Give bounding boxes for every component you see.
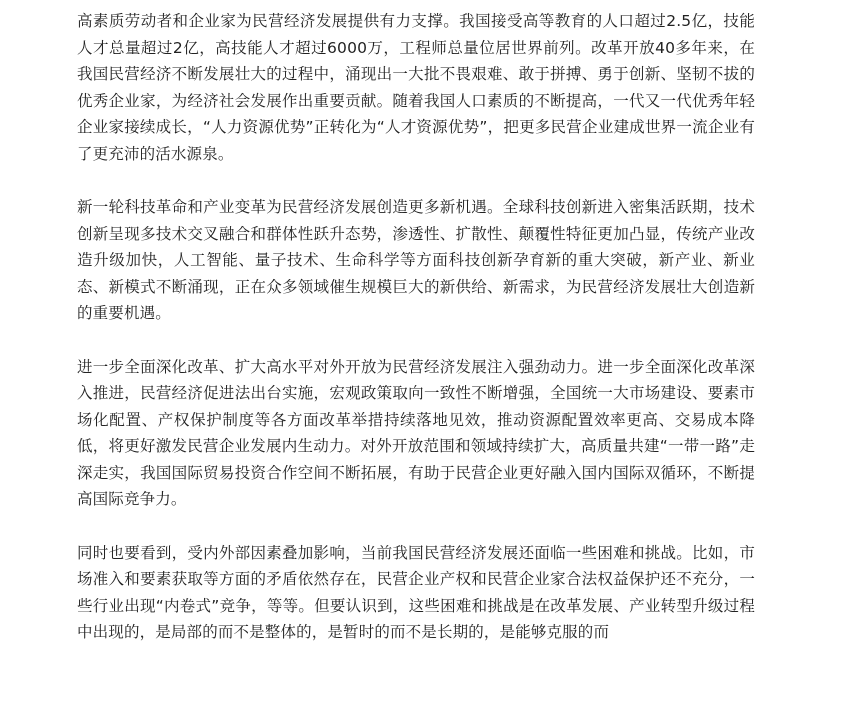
paragraph-reform: 进一步全面深化改革、扩大高水平对外开放为民营经济发展注入强劲动力。进一步全面深化改革深入推进，民营经济促进法出台实施，宏观政策取向一致性不断增强，全国统一大市场建设、要素市场化配置、产权保护制度等各方面改革举措持续落地见效，推动资源配置效率更高、交易成本降低，将更好激发民营企业发展内生动力。对外开放范围和领域持续扩大，高质量共建“一带一路”走深走实，我国国际贸易投资合作空间不断拓展，有助于民营企业更好融入国内国际双循环，不断提高国际竞争力。 xyxy=(77,357,755,508)
paragraph-technology: 新一轮科技革命和产业变革为民营经济发展创造更多新机遇。全球科技创新进入密集活跃期，技术创新呈现多技术交叉融合和群体性跃升态势，渗透性、扩散性、颠覆性特征更加凸显，传统产业改造升级加快，人工智能、量子技术、生命科学等方面科技创新孕育新的重大突破，新产业、新业态、新模式不断涌现，正在众多领域催生规模巨大的新供给、新需求，为民营经济发展壮大创造新的重要机遇。 xyxy=(77,198,755,322)
article-body xyxy=(77,8,755,673)
paragraph-challenges: 同时也要看到，受内外部因素叠加影响，当前我国民营经济发展还面临一些困难和挑战。比如，市场准入和要素获取等方面的矛盾依然存在，民营企业产权和民营企业家合法权益保护还不充分，一些行业出现“内卷式”竞争，等等。但要认识到，这些困难和挑战是在改革发展、产业转型升级过程中出现的，是局部的而不是整体的，是暂时的而不是长期的，是能够克服的而 xyxy=(77,543,755,641)
paragraph-talent: 高素质劳动者和企业家为民营经济发展提供有力支撑。我国接受高等教育的人口超过2.5亿，技能人才总量超过2亿，高技能人才超过6000万，工程师总量位居世界前列。改革开放40多年来，在我国民营经济不断发展壮大的过程中，涌现出一大批不畏艰难、敢于拼搏、勇于创新、坚韧不拔的优秀企业家，为经济社会发展作出重要贡献。随着我国人口素质的不断提高，一代又一代优秀年轻企业家接续成长，“人力资源优势”正转化为“人才资源优势”，把更多民营企业建成世界一流企业有了更充沛的活水源泉。 xyxy=(77,12,755,163)
